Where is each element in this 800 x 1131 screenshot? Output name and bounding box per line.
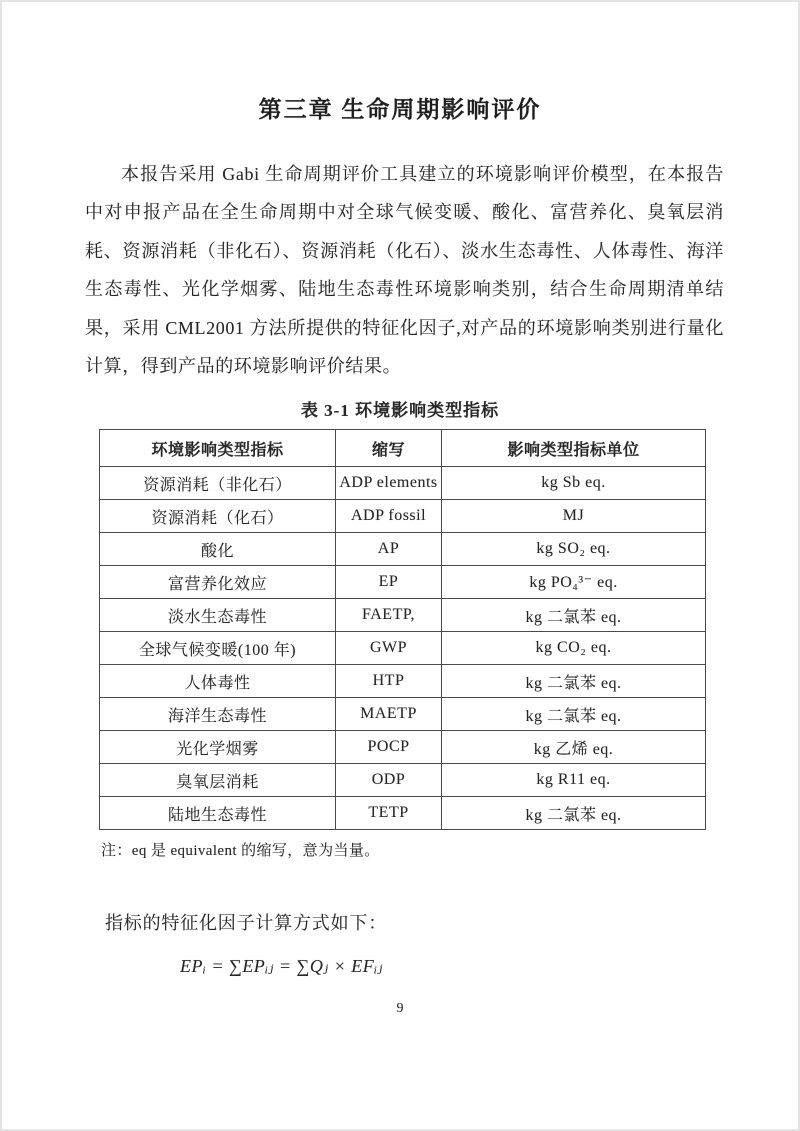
- table-cell: kg SO₂ eq.: [442, 533, 706, 566]
- table-cell: kg 二氯苯 eq.: [442, 599, 706, 632]
- table-cell: TETP: [336, 797, 442, 830]
- table-row: [100, 665, 706, 698]
- table-cell: MJ: [442, 500, 706, 533]
- table-cell: 海洋生态毒性: [100, 698, 336, 731]
- table-row: [100, 698, 706, 731]
- table-cell: 全球气候变暖(100 年): [100, 632, 336, 665]
- table-header: [100, 430, 706, 467]
- table-cell: 酸化: [100, 533, 336, 566]
- table-header-row: [100, 430, 706, 467]
- table-cell: ADP fossil: [336, 500, 442, 533]
- table-cell: MAETP: [336, 698, 442, 731]
- page-number: 9: [396, 1001, 404, 1016]
- table-header-cell-abbr: 缩写: [336, 430, 442, 467]
- table-row: [100, 632, 706, 665]
- table-row: [100, 797, 706, 830]
- table-cell: kg 乙烯 eq.: [442, 731, 706, 764]
- table-cell: ODP: [336, 764, 442, 797]
- table-cell: 光化学烟雾: [100, 731, 336, 764]
- table-cell: HTP: [336, 665, 442, 698]
- table-cell: 资源消耗（化石）: [100, 500, 336, 533]
- page-content: [2, 2, 798, 1016]
- chapter-title: 第三章 生命周期影响评价: [258, 97, 542, 122]
- table-cell: 陆地生态毒性: [100, 797, 336, 830]
- table-cell: FAETP,: [336, 599, 442, 632]
- formula: EPᵢ = ∑EPᵢⱼ = ∑Qⱼ × EFᵢⱼ: [180, 956, 383, 977]
- table-cell: kg 二氯苯 eq.: [442, 698, 706, 731]
- table-row: [100, 599, 706, 632]
- formula-lead: 指标的特征化因子计算方式如下：: [105, 913, 387, 934]
- intro-paragraph: 本报告采用 Gabi 生命周期评价工具建立的环境影响评价模型，在本报告中对申报产品在全生命周期中对全球气候变暖、酸化、富营养化、臭氧层消耗、资源消耗（非化石）、资源消耗（化石）、淡水生态毒性、人体毒性、海洋生态毒性、光化学烟雾、陆地生态毒性环境影响类别，结合生命周期清单结果，采用 CML2001 方法所提供的特征化因子,对产品的环境影响类别进行量化计算，得到产品的环境影响评价结果。: [85, 164, 724, 377]
- table-cell: 臭氧层消耗: [100, 764, 336, 797]
- table-row: [100, 533, 706, 566]
- table-cell: kg PO₄³⁻ eq.: [442, 566, 706, 599]
- table-row: [100, 764, 706, 797]
- table-cell: AP: [336, 533, 442, 566]
- table-body: [100, 467, 706, 830]
- table-cell: kg 二氯苯 eq.: [442, 665, 706, 698]
- table-caption: 表 3-1 环境影响类型指标: [300, 401, 500, 421]
- table-row: [100, 500, 706, 533]
- table-cell: POCP: [336, 731, 442, 764]
- table-cell: 资源消耗（非化石）: [100, 467, 336, 500]
- table-note: 注：eq 是 equivalent 的缩写，意为当量。: [101, 843, 380, 860]
- table-header-cell-indicator: 环境影响类型指标: [100, 430, 336, 467]
- impact-indicator-table: [99, 429, 706, 830]
- table-cell: 人体毒性: [100, 665, 336, 698]
- table-cell: GWP: [336, 632, 442, 665]
- table-cell: kg Sb eq.: [442, 467, 706, 500]
- table-cell: ADP elements: [336, 467, 442, 500]
- table-cell: EP: [336, 566, 442, 599]
- table-row: [100, 566, 706, 599]
- table-cell: 淡水生态毒性: [100, 599, 336, 632]
- table-cell: 富营养化效应: [100, 566, 336, 599]
- table-row: [100, 467, 706, 500]
- table-header-cell-unit: 影响类型指标单位: [442, 430, 706, 467]
- table-cell: kg 二氯苯 eq.: [442, 797, 706, 830]
- table-cell: kg R11 eq.: [442, 764, 706, 797]
- table-cell: kg CO₂ eq.: [442, 632, 706, 665]
- table-row: [100, 731, 706, 764]
